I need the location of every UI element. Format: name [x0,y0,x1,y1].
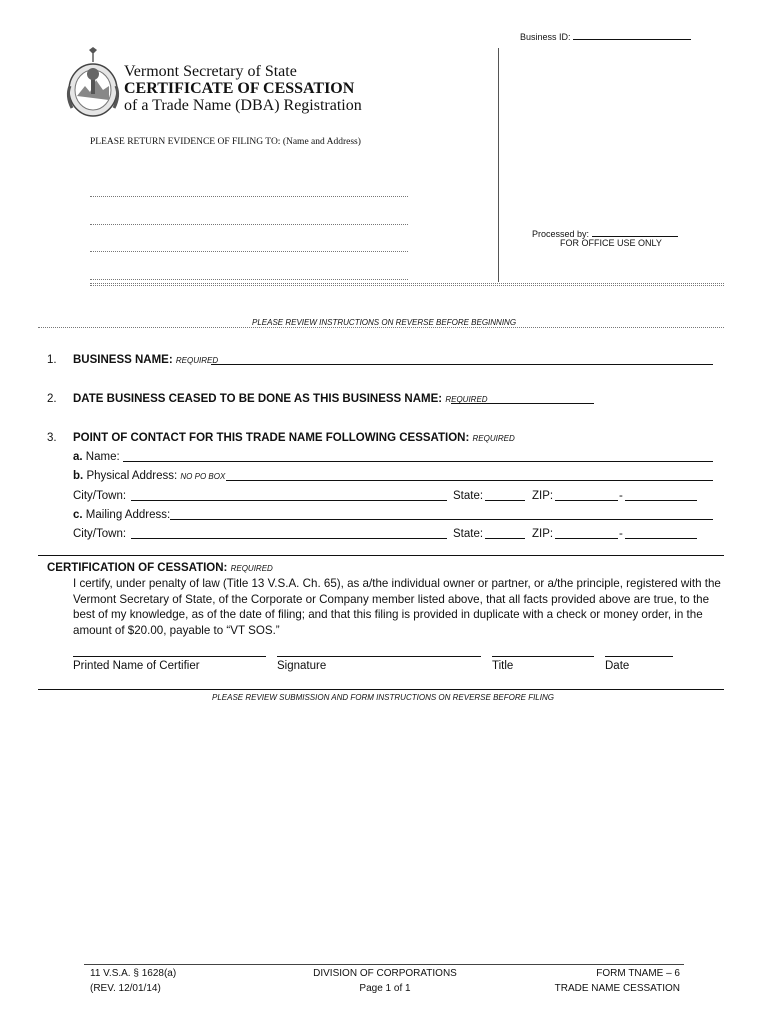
footer-rule [84,964,684,965]
zip2-label: ZIP: [532,528,554,540]
state-label: State: [453,490,484,502]
review-instructions-note: PLEASE REVIEW INSTRUCTIONS ON REVERSE BEFORE BEGINNING [252,318,517,327]
header-bottom-rule-2 [90,285,724,286]
state2-input[interactable] [485,538,525,539]
item-1-number: 1. [47,354,57,366]
business-name-required: REQUIRED [175,356,219,365]
city2-label: City/Town: [73,528,127,540]
footer-form-id: FORM TNAME – 6 [596,968,680,979]
footer-division: DIVISION OF CORPORATIONS [313,968,457,979]
certification-top-rule [38,555,724,556]
zip2-dash: - [619,528,623,540]
item-3-number: 3. [47,432,57,444]
item-2-number: 2. [47,393,57,405]
contact-name-input[interactable] [123,461,713,462]
physical-address-letter: b. [73,470,84,482]
mailing-address-row [73,509,170,521]
footer-page-number: Page 1 of 1 [359,983,411,994]
date-ceased-label: DATE BUSINESS CEASED TO BE DONE AS THIS BUSINESS NAME: [73,393,443,405]
vermont-state-seal-icon [64,46,122,118]
zip-label: ZIP: [532,490,554,502]
certification-title: CERTIFICATION OF CESSATION: [47,562,228,574]
footer-form-name: TRADE NAME CESSATION [554,983,680,994]
signature-input[interactable] [277,656,481,657]
contact-name-row [73,451,120,463]
contact-name-letter: a. [73,451,83,463]
zip2-ext-input[interactable] [625,538,697,539]
city-label: City/Town: [73,490,127,502]
certification-required: REQUIRED [230,564,273,573]
zip-input[interactable] [555,500,618,501]
business-name-input[interactable] [211,364,713,365]
return-address-line-4[interactable] [90,279,408,280]
business-id-input[interactable] [573,29,691,40]
form-subtitle: of a Trade Name (DBA) Registration [124,97,362,114]
date-ceased-input[interactable] [451,403,594,404]
date-ceased-row [73,393,488,405]
title-label: Title [492,660,514,672]
certification-heading [47,562,273,574]
processed-by-label: Processed by: [532,229,590,239]
contact-heading-row [73,432,515,444]
printed-name-input[interactable] [73,656,266,657]
certification-statement: I certify, under penalty of law (Title 13 V.S.A. Ch. 65), as a/the individual owner or partner, or a/the principle, registered with the Vermont Secretary of State, of the Corporate or Company member listed above, that all facts provided above are true, to the best of my knowledge, as of the date of filing; and that this filing is provided in duplicate with a check or money order, in the amount of $20.00, payable to “VT SOS.” [73,577,721,637]
date-label: Date [605,660,630,672]
footer-statute: 11 V.S.A. § 1628(a) [90,968,177,979]
city-input[interactable] [131,500,447,501]
return-address-line-1[interactable] [90,196,408,197]
mailing-address-letter: c. [73,509,83,521]
form-title: CERTIFICATE OF CESSATION [124,80,355,97]
contact-heading-label: POINT OF CONTACT FOR THIS TRADE NAME FOLLOWING CESSATION: [73,432,470,444]
zip-dash: - [619,490,623,502]
state-input[interactable] [485,500,525,501]
mailing-address-label: Mailing Address: [85,509,171,521]
certification-bottom-rule [38,689,724,690]
header-bottom-rule [90,283,724,284]
contact-required: REQUIRED [472,434,515,443]
date-ceased-required: REQUIRED [445,395,488,404]
title-input[interactable] [492,656,594,657]
agency-name: Vermont Secretary of State [124,63,297,80]
return-address-line-3[interactable] [90,251,408,252]
review-note-rule [38,327,724,328]
processed-by-line [592,226,678,237]
physical-address-input[interactable] [226,480,713,481]
city2-input[interactable] [131,538,447,539]
return-address-label: PLEASE RETURN EVIDENCE OF FILING TO: (Name and Address) [90,137,361,147]
physical-address-label: Physical Address: [86,470,178,482]
physical-address-row [73,470,225,482]
contact-name-label: Name: [85,451,120,463]
office-use-label: FOR OFFICE USE ONLY [560,238,662,248]
state2-label: State: [453,528,484,540]
no-po-box-note: NO PO BOX [180,472,226,481]
submission-instructions-note: PLEASE REVIEW SUBMISSION AND FORM INSTRUCTIONS ON REVERSE BEFORE FILING [212,693,554,702]
business-name-row [73,354,218,366]
zip2-input[interactable] [555,538,618,539]
printed-name-label: Printed Name of Certifier [73,660,200,672]
footer-revision: (REV. 12/01/14) [90,983,161,994]
zip-ext-input[interactable] [625,500,697,501]
signature-label: Signature [277,660,327,672]
business-name-label: BUSINESS NAME: [73,354,173,366]
business-id-field[interactable] [520,29,691,42]
header-divider [498,48,499,282]
business-id-label: Business ID: [520,32,571,42]
mailing-address-input[interactable] [170,519,713,520]
return-address-line-2[interactable] [90,224,408,225]
date-input[interactable] [605,656,673,657]
